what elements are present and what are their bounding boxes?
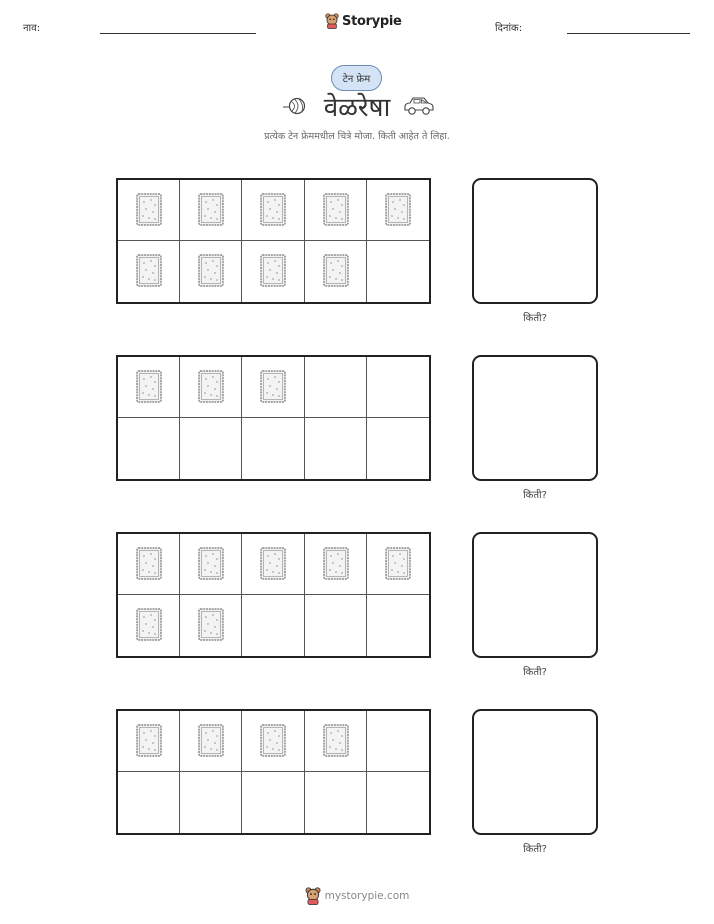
frame-cell (367, 180, 429, 241)
frame-cell (118, 595, 180, 656)
instructions: प्रत्येक टेन फ्रेममधील चित्रे मोजा. किती आहेत ते लिहा. (264, 131, 450, 142)
frame-cell (305, 418, 367, 479)
frame-cell (180, 357, 242, 418)
date-label: दिनांक: (495, 23, 523, 34)
answer-box-3[interactable] (472, 532, 598, 658)
cracker-icon (198, 724, 224, 757)
frame-cell (305, 180, 367, 241)
frame-cell (242, 418, 304, 479)
cracker-icon (136, 254, 162, 287)
answer-box-2[interactable] (472, 355, 598, 481)
toy-car-icon (403, 95, 435, 117)
frame-cell (367, 534, 429, 595)
bear-mascot-icon (325, 13, 339, 29)
cracker-icon (323, 254, 349, 287)
footer (0, 887, 714, 905)
frame-cell (180, 241, 242, 302)
frame-cell (305, 772, 367, 833)
frame-cell (367, 418, 429, 479)
cracker-icon (136, 547, 162, 580)
frame-cell (367, 711, 429, 772)
frame-cell (242, 357, 304, 418)
bear-mascot-icon (305, 887, 321, 905)
cracker-icon (323, 193, 349, 226)
frame-cell (367, 241, 429, 302)
brand-logo (325, 13, 402, 29)
frame-cell (242, 772, 304, 833)
frame-cell (118, 534, 180, 595)
cracker-icon (136, 193, 162, 226)
answer-box-1[interactable] (472, 178, 598, 304)
cracker-icon (198, 547, 224, 580)
cracker-icon (385, 193, 411, 226)
cracker-icon (136, 724, 162, 757)
ten-frame-2 (116, 355, 431, 481)
frame-cell (242, 241, 304, 302)
answer-box-4[interactable] (472, 709, 598, 835)
name-label: नाव: (23, 23, 41, 34)
answer-label-4: किती? (523, 844, 547, 855)
cracker-icon (260, 254, 286, 287)
answer-label-2: किती? (523, 490, 547, 501)
frame-cell (180, 418, 242, 479)
cracker-icon (136, 370, 162, 403)
cracker-icon (198, 608, 224, 641)
frame-cell (118, 241, 180, 302)
frame-cell (118, 711, 180, 772)
frame-cell (305, 534, 367, 595)
ten-frame-1 (116, 178, 431, 304)
frame-cell (118, 772, 180, 833)
cracker-icon (323, 547, 349, 580)
frame-cell (180, 595, 242, 656)
cracker-icon (198, 254, 224, 287)
cracker-icon (198, 193, 224, 226)
frame-cell (367, 357, 429, 418)
cracker-icon (136, 608, 162, 641)
frame-cell (180, 534, 242, 595)
frame-cell (118, 418, 180, 479)
name-line[interactable] (100, 33, 256, 34)
frame-cell (180, 711, 242, 772)
date-line[interactable] (567, 33, 690, 34)
frame-cell (180, 772, 242, 833)
frame-cell (242, 711, 304, 772)
brand-name: Storypie (342, 13, 402, 29)
ten-frame-3 (116, 532, 431, 658)
frame-cell (305, 711, 367, 772)
frame-cell (118, 357, 180, 418)
cracker-icon (260, 724, 286, 757)
footer-url: mystorypie.com (324, 890, 410, 902)
frame-cell (118, 180, 180, 241)
answer-label-3: किती? (523, 667, 547, 678)
ten-frame-4 (116, 709, 431, 835)
page-title: वेळरेषा (323, 93, 391, 123)
frame-cell (305, 241, 367, 302)
topic-badge: टेन फ्रेम (331, 65, 382, 91)
answer-label-1: किती? (523, 313, 547, 324)
frame-cell (242, 534, 304, 595)
frame-cell (242, 180, 304, 241)
cracker-icon (198, 370, 224, 403)
frame-cell (180, 180, 242, 241)
cracker-icon (260, 547, 286, 580)
frame-cell (242, 595, 304, 656)
cracker-icon (260, 370, 286, 403)
cracker-icon (385, 547, 411, 580)
frame-cell (305, 357, 367, 418)
cracker-icon (323, 724, 349, 757)
frame-cell (367, 595, 429, 656)
frame-cell (367, 772, 429, 833)
cracker-icon (260, 193, 286, 226)
frame-cell (305, 595, 367, 656)
